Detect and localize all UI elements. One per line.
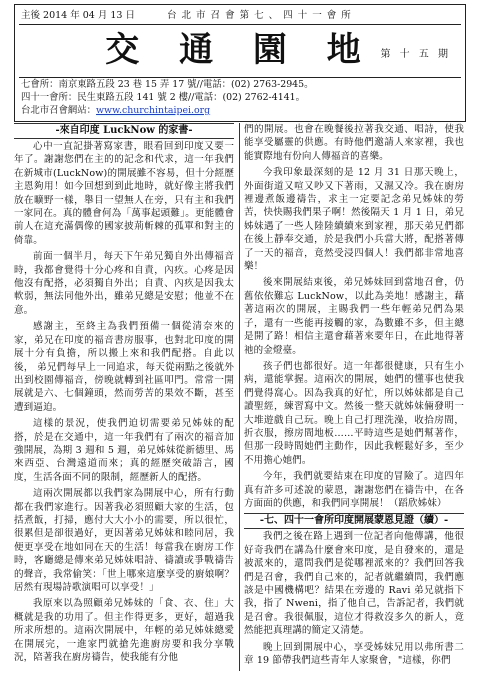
- left-column: [14, 123, 234, 673]
- letter-paragraph: 後來開展結束後，弟兄姊妹回到當地召會，仍舊依依難忘 LuckNow，以此為美地！感謝主，藉著這兩次的開展，主賜我們一些年輕弟兄們為果子，還有一些能再接觸的家，為數雖不多，但主總是開了路！相信主還會藉著來要年日，在此地得著祂的金燈臺。: [244, 277, 464, 356]
- address-hall-7: 七會所：南京東路五段 23 巷 15 弄 17 號//電話：(02) 2763-2945。: [21, 79, 314, 90]
- website-line: [21, 105, 210, 117]
- bulletin-page: [14, 4, 466, 674]
- letter-paragraph: 我原來以為照顧弟兄姊妹的「食、衣、住」大概就是我的功用了。但主作得更多，更好，超過我所求所想的。這兩次開展中，年輕的弟兄姊妹總愛在開展完，一進家門就搶先進廚房要和我分享戰況，陪著我在廚房禱告，使我能有分他: [14, 598, 234, 664]
- letter-paragraph: 心中一直記掛著寫家書，眼看回到印度又要一年了。謝謝您們在主的的記念和代求，這一年我們在新城市(LuckNow)的開展雖不容易，但十分經歷主恩夠用！如今回想到到此地時，就好像主將我們放在曠野一樣，舉目一望無人在旁，只有主和我們一家同在。真的體會何為「萬事起頭難」。更能體會前人在這充滿偶像的國家披荊斬棘的孤單和對主的倚靠。: [14, 141, 234, 246]
- website-link[interactable]: www.churchintaipei.org: [96, 105, 211, 116]
- letter-paragraph: 今年，我們就要結束在印度的冒險了。這四年真有許多可述說的蒙恩，謝謝您們在禱告中，在各方面面的供應，和我們同享開展！（蹈欣姊妹）: [244, 471, 464, 509]
- letter-paragraph: 感謝主，至終主為我們預備一個從清奈來的家，弟兄在印度的福音書房服事，也對北印度的開展十分有負擔，所以搬上來和我們配搭。自此以後， 弟兄們每早上一同追求，每天從兩點之後就外出到校園傳福音，傍晚就轉到社區叩門。常常一開展就是六、七個鐘頭，然而勞苦的果效不斷，甚至遭到逼迫。: [14, 321, 234, 413]
- letter-paragraph: 這樣的景況，使我們迫切需要弟兄姊妹的配搭，於是在交通中，這一年我們有了兩次的福音加強開展，為期 3 週和 5 週，弟兄姊妹從新德里、馬來西亞、台灣遠道而來；真的經歷突破語言，國度，生活各面不同的限制，經歷新人的配搭。: [14, 418, 234, 483]
- church-name: 台 北 市 召 會 第 七 、 四 十 一 會 所: [167, 10, 352, 21]
- letter-paragraph: 這兩次開展都以我們家為開展中心，所有行動都在我們家進行。因著我必須照顧大家的生活，包括煮飯，打掃，應付大大小小的需要，所以很忙，很累但是卻很過好，更因著弟兄姊妹和睦同居，我便更享受在地如同在天的生活！每當我在廚房工作時，客廳總是傳來弟兄姊妹唱詩、禱讀或爭戰禱告的聲音，我常偷笑：「世上哪來這麼享受的廚娘啊？居然有現場詩歌演唱可以享受！」: [14, 488, 234, 593]
- testimony-paragraph: 晚上回到開展中心，享受姊妹兄用以弗所書二章 19 節帶我們這些青年人家聚會，"這樣，你們: [244, 641, 464, 667]
- column-divider: [239, 123, 240, 671]
- right-column: [244, 123, 464, 673]
- letter-paragraph: 孩子們也都很好。這一年都很健康，只有生小病，還能掌握。這兩次的開展，她們的懂事也使我們覺得窩心。因為我真的好忙，所以姊妹都是自己讀聖經，練習寫中文。然後一整天就姊妹倆發明一大堆遊戲自己玩。晚上自己打理洗澡，收拾房間，折衣服，擦房間地板……平時這些是她們幫著作，但那一段時間她們主動作，因此我輕鬆好多，至少不用擔心她們。: [244, 360, 464, 466]
- bulletin-header: [14, 4, 466, 122]
- letter-title: -來自印度 LuckNow 的家書-: [14, 123, 234, 139]
- letter-paragraph: 今我印象最深刻的是 12 月 31 日那天晚上，外面街道又喧又吵又下著雨，又濕又冷。我在廚房裡邊煮飯邊禱告，求主一定要記念弟兄姊妹的勞苦，快快賜我們果子啊！然後隔天 1 月 1 日，弟兄姊妹遇了一些人陸陸續續來到家裡，那天弟兄們都在後上靜奉交通，於是我們小兵當大將，配搭著傳了一天的福音，竟然受浸四個人！我們都非常地喜樂！: [244, 167, 464, 273]
- letter-paragraph: 前面一個半月，每天下午弟兄獨自外出傳福音時，我都會覺得十分心疼和自責，內疚。心疼是因他沒有配搭，必須獨自外出；自責、內疚是因我太軟弱，無法同他外出，雖弟兄總是安慰；他並不在意。: [14, 251, 234, 316]
- letter-paragraph: 們的開展。也會在晚餐後拉著我交通、唱詩，使我能享受屬靈的供應。有時他們邀請人來家裡，我也能實際地有份向人傳福音的喜樂。: [244, 124, 464, 162]
- masthead-title: 交 通 園 地: [105, 30, 375, 70]
- issue-date: 主後 2014 年 04 月 13 日: [21, 10, 135, 21]
- header-top-bar: [19, 8, 461, 25]
- website-label: 台北市召會網站：: [21, 105, 97, 116]
- issue-number: 第 十 五 期: [380, 49, 451, 60]
- header-divider: [19, 77, 461, 78]
- address-hall-41: 四十一會所：民生東路五段 141 號 2 樓//電話：(02) 2762-4141。: [21, 92, 305, 103]
- testimony-paragraph: 我們之後在路上遇到一位記者向他傳講，他很好奇我們在講為什麼會來印度，是自發來的，還是被派來的，還問我們是從哪裡派來的？我們回答我們是召會，我們自己來的，記者就繼續問，我們應該是中國機構吧？結果在旁邊的 Ravi 弟兄就指下我，指了 Nweni，指了他自己，告訴記者，我們就是召會。我很佩服，這位才得救沒多久的新人，竟然能把真理講的簡定又清楚。: [244, 531, 464, 637]
- testimony-title: -七、四十一會所印度開展蒙恩見證（續）-: [244, 513, 464, 529]
